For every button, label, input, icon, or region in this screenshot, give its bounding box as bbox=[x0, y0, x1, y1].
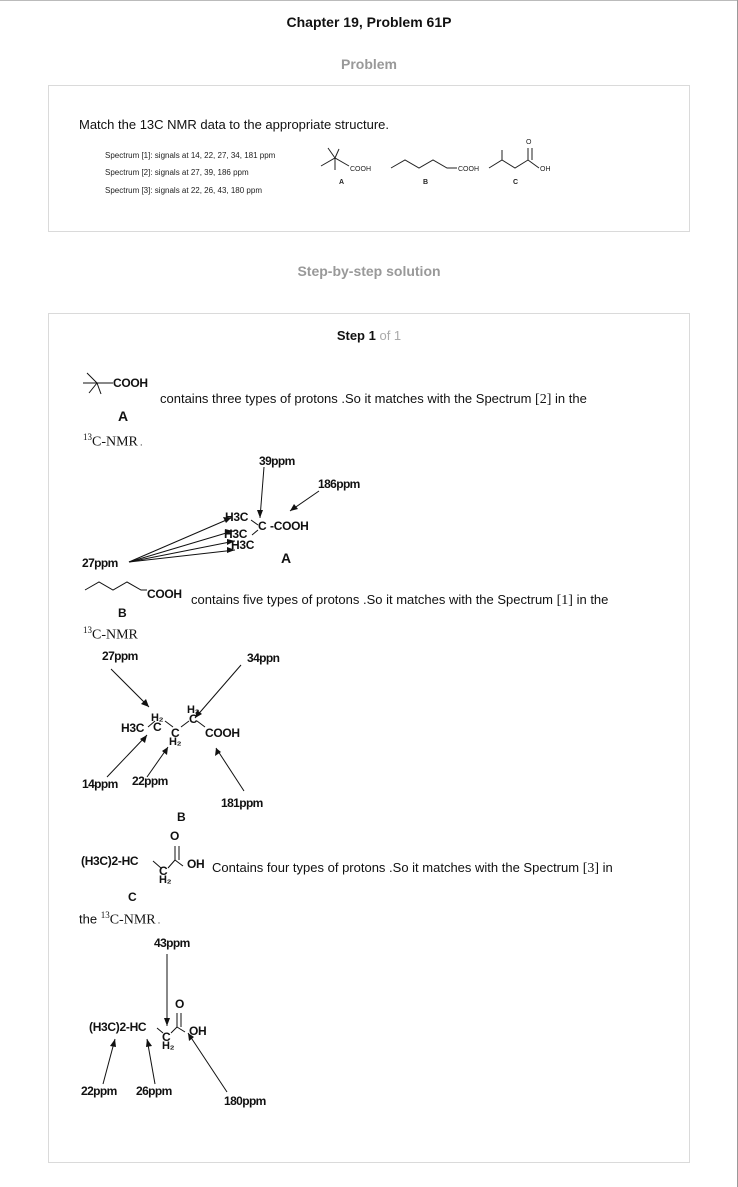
structure-b-group: COOH bbox=[458, 166, 479, 173]
structure-c-group: OH bbox=[540, 166, 551, 173]
step-count: of 1 bbox=[379, 328, 402, 343]
shift-b-27: 27ppm bbox=[102, 649, 138, 663]
nmr-term-c: C-NMR bbox=[109, 912, 156, 928]
shift-b-22: 22ppm bbox=[132, 774, 168, 788]
spectrum-3-line: Spectrum [3]: signals at 22, 26, 43, 180 ppm bbox=[105, 186, 262, 195]
structure-a-label: A bbox=[339, 179, 345, 186]
frame-top-border bbox=[0, 0, 738, 1]
block-b-nmr-line bbox=[83, 625, 138, 643]
structure-a-group: COOH bbox=[350, 166, 371, 173]
block-a-nmr-line: $^{13}$C-NMR . bbox=[83, 432, 143, 450]
shift-c-43: 43ppm bbox=[154, 936, 190, 950]
shift-a-186: 186ppm bbox=[318, 477, 360, 491]
structure-c-label: C bbox=[513, 179, 519, 186]
shift-b-34: 34ppn bbox=[247, 651, 280, 665]
block-c-suffix: in bbox=[602, 860, 613, 875]
block-c-carbonyl: O bbox=[170, 829, 180, 843]
block-c-nmr-line: the $^{13}$C-NMR . bbox=[79, 910, 161, 928]
a-diagram-label: A bbox=[281, 550, 291, 566]
structure-c-carbonyl: O bbox=[526, 139, 532, 146]
nmr-superscript-a: 13 bbox=[83, 432, 92, 442]
block-a-spectrum: [2] bbox=[535, 392, 552, 407]
problem-heading: Problem bbox=[340, 56, 397, 72]
b-carboxyl: COOH bbox=[205, 726, 240, 740]
nmr-superscript-c: 13 bbox=[100, 910, 110, 920]
problem-structures-drawing bbox=[49, 86, 689, 231]
block-c-hydroxyl: OH bbox=[187, 857, 205, 871]
c-diagram-carbonyl: O bbox=[175, 997, 185, 1011]
block-a-statement bbox=[160, 391, 587, 408]
block-a-label: A bbox=[118, 408, 128, 424]
c-diagram-isopropyl: (H3C)2-HC bbox=[89, 1020, 147, 1034]
shift-b-14: 14ppm bbox=[82, 777, 118, 791]
block-b-formula: COOH bbox=[147, 587, 182, 601]
shift-c-26: 26ppm bbox=[136, 1084, 172, 1098]
nmr-term-a: C-NMR bbox=[92, 434, 138, 450]
b-methyl: H3C bbox=[121, 721, 145, 735]
block-a-suffix: in the bbox=[555, 391, 587, 406]
block-c-text: Contains four types of protons .So it matches with the Spectrum bbox=[212, 860, 580, 875]
problem-box bbox=[48, 85, 690, 232]
a-carboxyl: -COOH bbox=[270, 519, 309, 533]
spectrum-1-line: Spectrum [1]: signals at 14, 22, 27, 34, 181 ppm bbox=[105, 151, 276, 160]
block-c-prefix: the bbox=[79, 911, 98, 927]
block-c-label: C bbox=[128, 890, 137, 904]
b-methylene-3: H₂ C bbox=[187, 704, 200, 726]
block-a-text: contains three types of protons .So it matches with the Spectrum bbox=[160, 391, 532, 406]
block-c-statement bbox=[212, 860, 613, 877]
page-title: Chapter 19, Problem 61P bbox=[286, 14, 452, 30]
shift-c-180: 180ppm bbox=[224, 1094, 266, 1108]
block-b-suffix: in the bbox=[576, 592, 609, 607]
b-diagram-label: B bbox=[177, 810, 186, 824]
block-c-methylene: C H₂ bbox=[159, 864, 172, 886]
block-b-statement bbox=[191, 592, 608, 609]
shift-c-22: 22ppm bbox=[81, 1084, 117, 1098]
c-diagram-methylene: C H₂ bbox=[162, 1030, 175, 1052]
block-b-text: contains five types of protons .So it matches with the Spectrum bbox=[191, 592, 554, 607]
block-a-formula: COOH bbox=[113, 376, 148, 390]
shift-b-181: 181ppm bbox=[221, 796, 263, 810]
solution-box bbox=[48, 313, 690, 1163]
a-methyl-3: H3C bbox=[231, 538, 255, 552]
nmr-superscript-b: 13 bbox=[83, 625, 92, 635]
shift-a-39: 39ppm bbox=[259, 454, 295, 468]
block-c-spectrum: [3] bbox=[582, 861, 600, 876]
shift-a-27: 27ppm bbox=[82, 556, 118, 570]
block-b-label: B bbox=[118, 606, 127, 620]
a-methyl-2: H3C bbox=[224, 527, 248, 541]
b-methylene-1: H₂ C bbox=[151, 712, 164, 734]
block-b-spectrum: [1] bbox=[556, 593, 573, 608]
nmr-term-b: C-NMR bbox=[92, 627, 138, 643]
c-diagram-hydroxyl: OH bbox=[189, 1024, 207, 1038]
solution-heading: Step-by-step solution bbox=[297, 263, 441, 279]
problem-question: Match the 13C NMR data to the appropriate structure. bbox=[79, 117, 389, 132]
a-methyl-1: H3C bbox=[225, 510, 249, 524]
b-methylene-2: C H₂ bbox=[169, 726, 182, 748]
spectrum-2-line: Spectrum [2]: signals at 27, 39, 186 ppm bbox=[105, 168, 249, 177]
block-c-formula: (H3C)2-HC bbox=[81, 854, 139, 868]
structure-b-label: B bbox=[423, 179, 429, 186]
a-quaternary-carbon: C bbox=[258, 519, 267, 533]
step-label: Step 1 bbox=[336, 328, 376, 343]
solution-drawing bbox=[49, 314, 689, 1162]
